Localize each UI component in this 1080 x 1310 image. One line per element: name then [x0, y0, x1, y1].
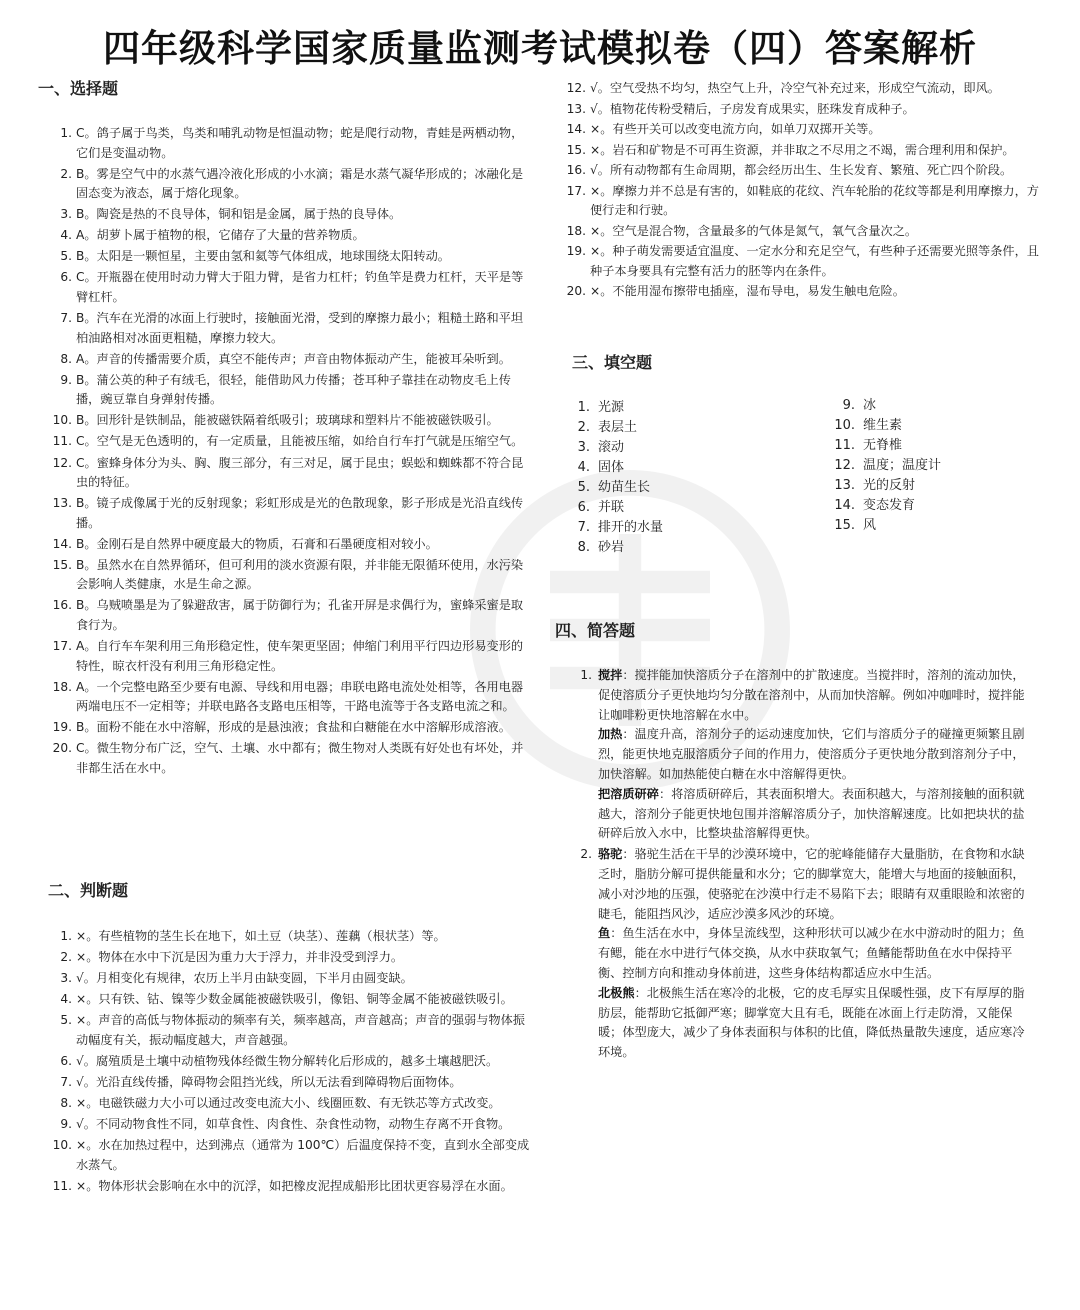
- item-text: 温度；温度计: [863, 458, 942, 473]
- list-item: [560, 518, 800, 538]
- item-text: 砂岩: [598, 540, 625, 555]
- item-number: 4.: [577, 460, 590, 475]
- item-number: 1.: [577, 400, 590, 415]
- item-text: ×。物体在水中下沉是因为重力大于浮力，并非没受到浮力。: [76, 950, 404, 965]
- item-number: 12.: [52, 455, 72, 470]
- list-item: [825, 496, 1045, 516]
- item-number: 7.: [60, 311, 72, 326]
- item-number: 10.: [52, 413, 72, 428]
- judge-answer-list-right: [558, 79, 1048, 303]
- list-item: [44, 969, 534, 989]
- answer-text: ：骆驼生活在干旱的沙漠环境中，它的驼峰能储存大量脂肪，在食物和水缺乏时，脂肪分解可提供能量和水分；它的脚掌宽大，能增大与地面的接触面积，减小对沙地的压强，使骆驼在沙漠中行走不易陷下去；眼睛有双重眼睑和浓密的睫毛，能阻挡风沙，适应沙漠多风沙的环境。: [598, 847, 1025, 921]
- item-number: 3.: [60, 207, 72, 222]
- list-item: [560, 538, 800, 558]
- item-number: 12.: [566, 81, 586, 95]
- item-number: 1.: [580, 668, 592, 682]
- answer-text: ：北极熊生活在寒冷的北极，它的皮毛厚实且保暖性强，皮下有厚厚的脂肪层，能帮助它抵御严寒；脚掌宽大且有毛，既能在冰面上行走防滑，又能保暖；体型庞大，减少了身体表面积与体积的比值，降低热量散失速度，适应寒冷环境。: [598, 985, 1025, 1060]
- list-item: [560, 418, 800, 438]
- item-number: 6.: [60, 270, 72, 285]
- item-number: 7.: [577, 520, 590, 535]
- list-item: [558, 141, 1048, 161]
- item-number: 11.: [52, 434, 72, 449]
- item-number: 1.: [60, 126, 72, 140]
- item-text: 幼苗生长: [598, 480, 651, 495]
- item-text: √。不同动物食性不同，如草食性、肉食性、杂食性动物，动物生存离不开食物。: [76, 1117, 511, 1132]
- item-number: 14.: [566, 122, 586, 136]
- list-item: [825, 416, 1045, 436]
- item-text: ×。有些植物的茎生长在地下，如土豆（块茎）、莲藕（根状茎）等。: [76, 929, 446, 943]
- item-text: C。鸽子属于鸟类，鸟类和哺乳动物是恒温动物；蛇是爬行动物，青蛙是两栖动物，它们是变温动物。: [76, 126, 524, 160]
- item-text: √。月相变化有规律，农历上半月由缺变圆，下半月由圆变缺。: [76, 971, 413, 986]
- fill-answer-list-left: [560, 398, 800, 558]
- item-text: 维生素: [863, 418, 903, 433]
- item-number: 9.: [842, 398, 855, 413]
- item-text: ×。水在加热过程中，达到沸点（通常为 100℃）后温度保持不变，直到水全部变成水蒸气。: [76, 1138, 530, 1172]
- item-text: ×。有些开关可以改变电流方向，如单刀双掷开关等。: [590, 122, 881, 136]
- list-item: [558, 182, 1048, 221]
- item-number: 13.: [566, 101, 586, 116]
- list-item: [44, 1136, 534, 1175]
- item-text: B。蒲公英的种子有绒毛，很轻，能借助风力传播；苍耳种子靠挂在动物皮毛上传播，豌豆靠自身弹射传播。: [76, 372, 511, 407]
- short-answer-2-paragraph: [598, 924, 1036, 983]
- list-item: [44, 1011, 534, 1050]
- section-heading-fill: 三、填空题: [572, 353, 653, 372]
- judge-answer-list-left: [44, 927, 534, 1198]
- item-number: 5.: [60, 249, 72, 264]
- section-heading-judge: 二、判断题: [48, 881, 129, 900]
- item-text: 光的反射: [863, 478, 916, 493]
- item-text: B。虽然水在自然界循环，但可利用的淡水资源有限，并非能无限循环使用，水污染会影响人类健康，水是生命之源。: [76, 557, 524, 592]
- list-item: [558, 79, 1048, 99]
- item-text: A。声音的传播需要介质，真空不能传声；声音由物体振动产生，能被耳朵听到。: [76, 351, 511, 366]
- item-text: ×。物体形状会影响在水中的沉浮，如把橡皮泥捏成船形比团状更容易浮在水面。: [76, 1178, 513, 1193]
- answer-text: ：温度升高，溶剂分子的运动速度加快，它们与溶质分子的碰撞更频繁且剧烈，能更快地克服溶质分子间的作用力，使溶质分子更快地分散到溶剂分子中，加快溶解。如加热能使白糖在水中溶解得更快。: [598, 727, 1025, 781]
- item-number: 9.: [60, 372, 72, 387]
- list-item: [44, 927, 534, 947]
- item-number: 19.: [566, 244, 586, 258]
- item-number: 8.: [577, 540, 590, 555]
- list-item: [560, 498, 800, 518]
- item-number: 2.: [577, 420, 590, 435]
- list-item: [44, 432, 524, 452]
- item-number: 17.: [52, 639, 72, 653]
- item-text: A。胡萝卜属于植物的根，它储存了大量的营养物质。: [76, 228, 365, 243]
- list-item: [558, 120, 1048, 140]
- list-item: [44, 226, 524, 246]
- item-text: ×。不能用湿布擦带电插座，湿布导电，易发生触电危险。: [590, 284, 905, 298]
- item-number: 8.: [60, 351, 72, 366]
- page-title: 四年级科学国家质量监测考试模拟卷（四）答案解析: [103, 27, 977, 70]
- item-text: √。植物花传粉受精后，子房发育成果实，胚珠发育成种子。: [590, 101, 915, 116]
- item-text: A。自行车车架利用三角形稳定性，使车架更坚固；伸缩门利用平行四边形易变形的特性，晾衣杆没有利用三角形稳定性。: [76, 639, 524, 673]
- item-number: 1.: [60, 929, 72, 943]
- item-number: 15.: [566, 142, 586, 157]
- item-text: B。回形针是铁制品，能被磁铁隔着纸吸引；玻璃球和塑料片不能被磁铁吸引。: [76, 413, 499, 428]
- list-item: [560, 438, 800, 458]
- list-item: [558, 242, 1048, 281]
- answer-label: 鱼: [598, 926, 611, 941]
- short-answer-list: [566, 666, 1036, 1063]
- answer-text: ：鱼生活在水中，身体呈流线型，这种形状可以减少在水中游动时的阻力；鱼有鳃，能在水中进行气体交换，从水中获取氧气；鱼鳍能帮助鱼在水中保持平衡、控制方向和推动身体前进，这些身体结构都适应水中生活。: [598, 926, 1025, 980]
- section-heading-short: 四、简答题: [555, 621, 636, 640]
- item-number: 4.: [60, 228, 72, 243]
- item-text: 光源: [598, 400, 625, 415]
- item-text: 表层土: [598, 420, 638, 435]
- item-number: 17.: [566, 183, 586, 198]
- item-number: 11.: [52, 1178, 72, 1193]
- item-number: 5.: [60, 1013, 72, 1028]
- item-number: 16.: [566, 163, 586, 177]
- list-item: [825, 396, 1045, 416]
- item-number: 5.: [577, 480, 590, 495]
- item-number: 19.: [52, 720, 72, 735]
- item-number: 14.: [834, 498, 855, 513]
- choice-answer-list: [44, 124, 524, 780]
- list-item: [825, 456, 1045, 476]
- item-number: 3.: [60, 971, 72, 986]
- list-item: [44, 124, 524, 163]
- item-number: 11.: [834, 438, 855, 453]
- item-number: 6.: [60, 1053, 72, 1068]
- list-item: [44, 535, 524, 555]
- list-item: [558, 222, 1048, 242]
- item-number: 15.: [52, 557, 72, 572]
- answer-text: ：将溶质研碎后，其表面积增大。表面积越大，与溶剂接触的面积就越大，溶剂分子能更快地包围并溶解溶质分子，加快溶解速度。比如把块状的盐研碎后放入水中，比整块盐溶解得更快。: [598, 786, 1025, 841]
- item-text: ×。岩石和矿物是不可再生资源，并非取之不尽用之不竭，需合理利用和保护。: [590, 142, 1015, 157]
- list-item: [44, 596, 524, 635]
- item-number: 6.: [577, 500, 590, 515]
- item-number: 7.: [60, 1075, 72, 1090]
- list-item: [44, 411, 524, 431]
- list-item: [44, 1115, 534, 1135]
- short-answer-1-paragraph: [598, 785, 1036, 844]
- item-text: 变态发育: [863, 498, 916, 513]
- item-number: 14.: [52, 536, 72, 551]
- list-item: [44, 718, 524, 738]
- item-text: 冰: [863, 398, 877, 413]
- item-number: 10.: [52, 1138, 72, 1153]
- item-text: 滚动: [598, 440, 625, 455]
- item-number: 15.: [834, 518, 855, 533]
- item-text: ×。声音的高低与物体振动的频率有关，频率越高，声音越高；声音的强弱与物体振动幅度有关，振动幅度越大，声音越强。: [76, 1013, 525, 1047]
- item-text: 固体: [598, 460, 625, 475]
- list-item: [825, 516, 1045, 536]
- list-item: [44, 556, 524, 595]
- item-number: 2.: [60, 166, 72, 181]
- item-text: 并联: [598, 500, 625, 515]
- item-text: ×。只有铁、钴、镍等少数金属能被磁铁吸引，像铝、铜等金属不能被磁铁吸引。: [76, 992, 513, 1007]
- answer-label: 把溶质研碎: [598, 786, 659, 801]
- list-item: [44, 637, 524, 676]
- short-answer-2: [566, 845, 1036, 924]
- item-text: A。一个完整电路至少要有电源、导线和用电器；串联电路电流处处相等，各用电器两端电压不一定相等；并联电路各支路电压相等，干路电流等于各支路电流之和。: [76, 679, 524, 714]
- item-text: 无脊椎: [863, 438, 903, 453]
- item-number: 9.: [60, 1117, 72, 1132]
- list-item: [44, 268, 524, 307]
- item-number: 4.: [60, 992, 72, 1007]
- answer-label: 加热: [598, 727, 623, 742]
- list-item: [560, 478, 800, 498]
- item-text: B。乌贼喷墨是为了躲避敌害，属于防御行为；孔雀开屏是求偶行为，蜜蜂采蜜是取食行为。: [76, 598, 524, 632]
- short-answer-1-paragraph: [598, 725, 1036, 784]
- answer-label: 骆驼: [598, 847, 623, 862]
- item-text: B。陶瓷是热的不良导体，铜和铝是金属，属于热的良导体。: [76, 207, 402, 222]
- item-number: 13.: [52, 496, 72, 511]
- item-text: B。汽车在光滑的冰面上行驶时，接触面光滑，受到的摩擦力最小；粗糙土路和平坦柏油路相对冰面更粗糙，摩擦力较大。: [76, 311, 524, 345]
- list-item: [44, 678, 524, 717]
- item-text: ×。电磁铁磁力大小可以通过改变电流大小、线圈匝数、有无铁芯等方式改变。: [76, 1096, 501, 1111]
- answer-text: ：搅拌能加快溶质分子在溶剂中的扩散速度。当搅拌时，溶剂的流动加快，促使溶质分子更快地均匀分散在溶剂中，从而加快溶解。例如冲咖啡时，搅拌能让咖啡粉更快地溶解在水中。: [598, 668, 1025, 722]
- item-number: 18.: [566, 223, 586, 238]
- list-item: [44, 454, 524, 493]
- item-text: B。面粉不能在水中溶解，形成的是悬浊液；食盐和白糖能在水中溶解形成溶液。: [76, 720, 511, 735]
- item-number: 8.: [60, 1096, 72, 1111]
- list-item: [558, 100, 1048, 120]
- item-number: 2.: [580, 847, 592, 862]
- item-text: ×。空气是混合物，含量最多的气体是氮气，氧气含量次之。: [590, 223, 918, 238]
- item-number: 20.: [52, 741, 72, 756]
- fill-answer-list-right: [825, 396, 1045, 536]
- list-item: [44, 205, 524, 225]
- item-text: √。光沿直线传播，障碍物会阻挡光线，所以无法看到障碍物后面物体。: [76, 1075, 462, 1090]
- item-text: √。所有动物都有生命周期，都会经历出生、生长发育、繁殖、死亡四个阶段。: [590, 163, 1013, 177]
- item-text: ×。摩擦力并不总是有害的，如鞋底的花纹、汽车轮胎的花纹等都是利用摩擦力，方便行走和行驶。: [590, 183, 1039, 217]
- item-number: 16.: [52, 598, 72, 613]
- section-heading-choice: 一、选择题: [38, 79, 119, 98]
- list-item: [44, 1073, 534, 1093]
- list-item: [44, 1094, 534, 1114]
- answer-label: 搅拌: [598, 668, 623, 682]
- list-item: [560, 398, 800, 418]
- list-item: [825, 436, 1045, 456]
- list-item: [558, 282, 1048, 302]
- short-answer-2-paragraph: [598, 984, 1036, 1063]
- item-text: √。空气受热不均匀，热空气上升，冷空气补充过来，形成空气流动，即风。: [590, 81, 1000, 95]
- short-answer-1: [566, 666, 1036, 725]
- list-item: [825, 476, 1045, 496]
- item-text: √。腐殖质是土壤中动植物残体经微生物分解转化后形成的，越多土壤越肥沃。: [76, 1053, 499, 1068]
- answer-label: 北极熊: [598, 985, 635, 1000]
- list-item: [44, 948, 534, 968]
- list-item: [44, 739, 524, 778]
- item-text: B。太阳是一颗恒星，主要由氢和氦等气体组成，地球围绕太阳转动。: [76, 249, 450, 264]
- item-text: B。镜子成像属于光的反射现象；彩虹形成是光的色散现象，影子形成是光沿直线传播。: [76, 496, 524, 530]
- list-item: [560, 458, 800, 478]
- item-text: C。微生物分布广泛，空气、土壤、水中都有；微生物对人类既有好处也有坏处，并非都生活在水中。: [76, 741, 524, 775]
- list-item: [44, 247, 524, 267]
- item-text: ×。种子萌发需要适宜温度、一定水分和充足空气，有些种子还需要光照等条件，且种子本身要具有完整有活力的胚等内在条件。: [590, 244, 1039, 278]
- list-item: [44, 990, 534, 1010]
- item-number: 13.: [834, 478, 855, 493]
- list-item: [44, 371, 524, 410]
- item-number: 10.: [834, 418, 855, 433]
- list-item: [44, 165, 524, 204]
- item-text: 排开的水量: [598, 520, 664, 535]
- item-text: C。蜜蜂身体分为头、胸、腹三部分，有三对足，属于昆虫；蜈蚣和蜘蛛都不符合昆虫的特征。: [76, 455, 524, 490]
- item-text: B。金刚石是自然界中硬度最大的物质，石膏和石墨硬度相对较小。: [76, 536, 438, 551]
- item-number: 18.: [52, 679, 72, 694]
- item-number: 2.: [60, 950, 72, 965]
- list-item: [44, 494, 524, 533]
- list-item: [44, 309, 524, 348]
- item-number: 20.: [566, 284, 586, 298]
- item-number: 12.: [834, 458, 855, 473]
- list-item: [558, 161, 1048, 181]
- item-text: C。空气是无色透明的，有一定质量，且能被压缩，如给自行车打气就是压缩空气。: [76, 434, 524, 449]
- item-text: B。雾是空气中的水蒸气遇冷液化形成的小水滴；霜是水蒸气凝华形成的；冰融化是固态变为液态，属于熔化现象。: [76, 166, 524, 201]
- list-item: [44, 1052, 534, 1072]
- item-text: 风: [863, 518, 877, 533]
- list-item: [44, 1177, 534, 1197]
- list-item: [44, 350, 524, 370]
- item-number: 3.: [577, 440, 590, 455]
- item-text: C。开瓶器在使用时动力臂大于阻力臂，是省力杠杆；钓鱼竿是费力杠杆，天平是等臂杠杆。: [76, 270, 524, 304]
